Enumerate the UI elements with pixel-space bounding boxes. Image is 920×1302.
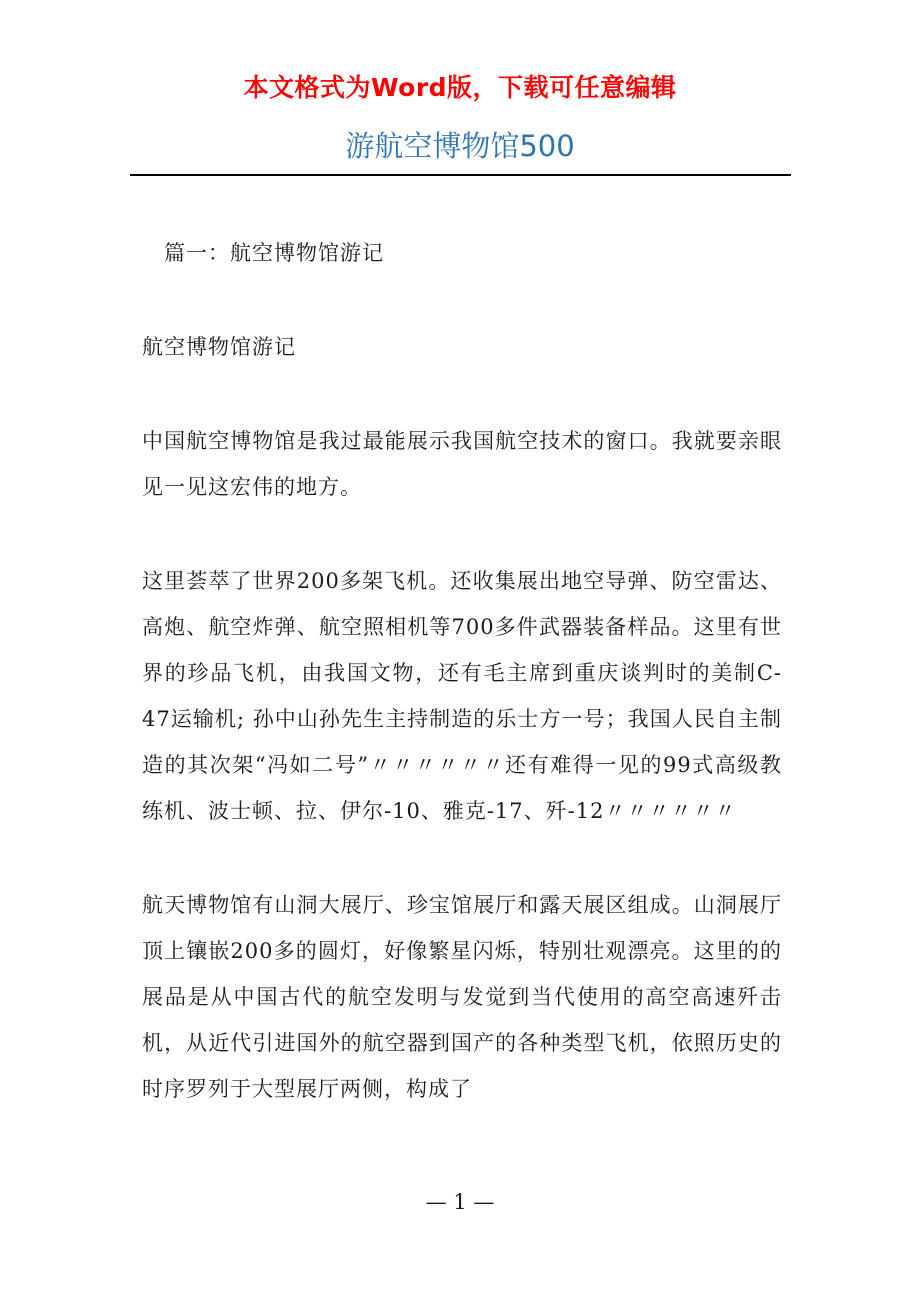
- article-subtitle: 航空博物馆游记: [142, 335, 296, 359]
- body-paragraph: 航天博物馆有山洞大展厅、珍宝馆展厅和露天展区组成。山洞展厅顶上镶嵌200多的圆灯，好像繁星闪烁，特别壮观漂亮。这里的的展品是从中国古代的航空发明与发觉到当代使用的高空高速歼击机，从近代引进国外的航空器到国产的各种类型飞机，依照历史的时序罗列于大型展厅两侧，构成了: [142, 893, 782, 1101]
- editable-format-banner: 本文格式为Word版，下载可任意编辑: [243, 73, 677, 102]
- page-number: — 1 —: [425, 1190, 495, 1214]
- document-body: [142, 230, 782, 1160]
- document-title: 游航空博物馆500: [345, 129, 575, 163]
- body-paragraph: 这里荟萃了世界200多架飞机。还收集展出地空导弹、防空雷达、高炮、航空炸弹、航空照相机等700多件武器装备样品。这里有世界的珍品飞机，由我国文物，还有毛主席到重庆谈判时的美制C-47运输机; 孙中山孙先生主持制造的乐士方一号；我国人民自主制造的其次架“冯如二号”〃〃〃〃〃〃还有难得一见的99式高级教练机、波士顿、拉、伊尔-10、雅克-17、歼-12〃〃〃〃〃〃: [142, 569, 782, 823]
- title-divider: [130, 174, 791, 176]
- section-heading: 篇一：航空博物馆游记: [164, 241, 384, 265]
- body-paragraph: 中国航空博物馆是我过最能展示我国航空技术的窗口。我就要亲眼见一见这宏伟的地方。: [142, 429, 782, 499]
